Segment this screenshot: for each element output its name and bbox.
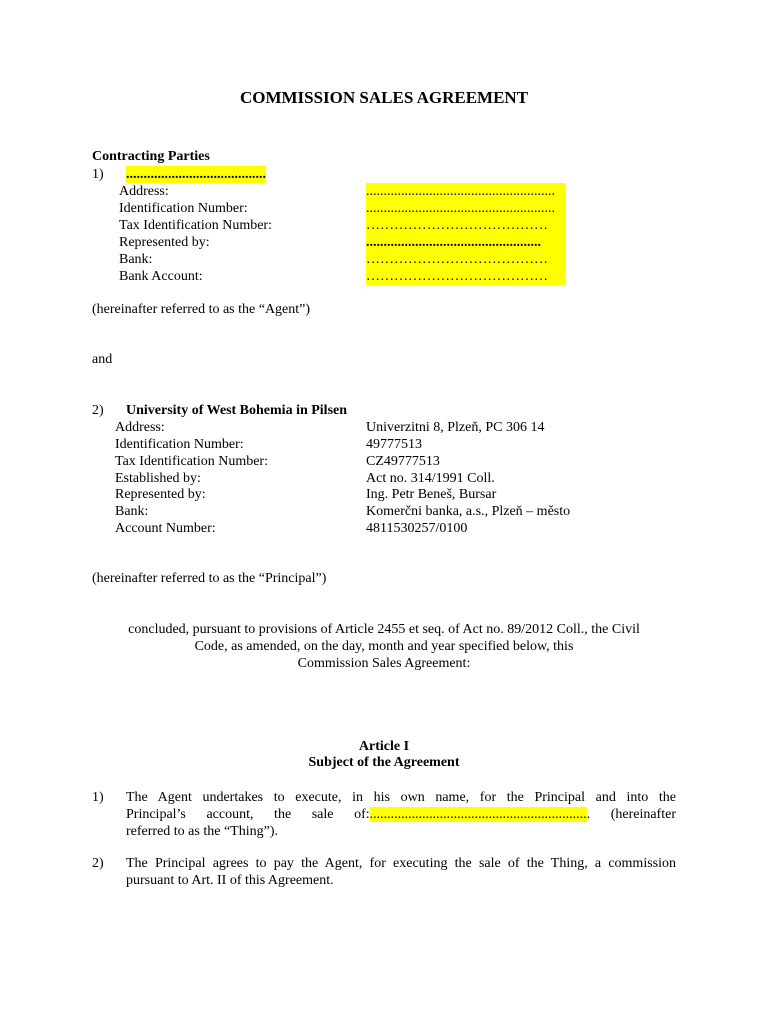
party1-label: Represented by: <box>119 235 210 250</box>
party1-value-blank: ...................................................... <box>366 183 566 200</box>
article-item-number: 1) <box>92 790 104 805</box>
article-item-line-part: Principal’s account, the sale of: <box>126 807 370 822</box>
party1-label: Address: <box>119 184 169 199</box>
party2-label: Identification Number: <box>115 437 244 452</box>
document-title: COMMISSION SALES AGREEMENT <box>239 88 529 107</box>
article-item-line: pursuant to Art. II of this Agreement. <box>126 873 334 888</box>
party1-label: Identification Number: <box>119 201 248 216</box>
party1-value-blank: ………………………………… <box>366 251 566 268</box>
article-subheading: Subject of the Agreement <box>308 755 460 770</box>
party2-value: Ing. Petr Beneš, Bursar <box>366 487 497 502</box>
party1-value-blank: ………………………………… <box>366 268 566 285</box>
party2-value: Univerzitni 8, Plzeň, PC 306 14 <box>366 420 545 435</box>
article-item-text <box>126 789 676 840</box>
party1-label: Bank: <box>119 252 153 267</box>
party2-value: Act no. 314/1991 Coll. <box>366 471 495 486</box>
party1-number: 1) <box>92 167 104 182</box>
party1-referred: (hereinafter referred to as the “Agent”) <box>92 302 311 317</box>
party2-value: 49777513 <box>366 437 422 452</box>
concluded-line: Code, as amended, on the day, month and year specified below, this <box>194 639 574 654</box>
party1-name-blank: ........................................ <box>126 167 266 182</box>
article-item-line: referred to as the “Thing”). <box>126 824 278 839</box>
party2-label: Represented by: <box>115 487 206 502</box>
concluded-line: concluded, pursuant to provisions of Article 2455 et seq. of Act no. 89/2012 Coll., the Civil <box>128 622 640 637</box>
contracting-parties-heading: Contracting Parties <box>92 149 210 164</box>
party2-number: 2) <box>92 403 104 418</box>
article-item-line: The Principal agrees to pay the Agent, for executing the sale of the Thing, a commission <box>126 856 676 871</box>
party2-label: Established by: <box>115 471 201 486</box>
party1-value-blank: ...................................................... <box>366 200 566 217</box>
party1-label: Tax Identification Number: <box>119 218 272 233</box>
party2-label: Account Number: <box>115 521 216 536</box>
article-item-line <box>126 806 676 823</box>
article-item-line: The Agent undertakes to execute, in his own name, for the Principal and into the <box>126 790 676 805</box>
article-item-number: 2) <box>92 856 104 871</box>
thing-blank: .............................................................. <box>369 807 587 822</box>
party2-label: Tax Identification Number: <box>115 454 268 469</box>
party1-value-blank: ………………………………… <box>366 217 566 234</box>
party2-name: University of West Bohemia in Pilsen <box>126 403 348 418</box>
article-item-text <box>126 855 676 889</box>
party2-value: CZ49777513 <box>366 454 440 469</box>
party1-value-blank: .................................................. <box>366 234 566 251</box>
party1-label: Bank Account: <box>119 269 203 284</box>
party2-label: Bank: <box>115 504 149 519</box>
and-text: and <box>92 352 113 367</box>
article-item-line-part: . (hereinafter <box>586 807 676 822</box>
party2-label: Address: <box>115 420 165 435</box>
party2-value: Komerčni banka, a.s., Plzeň – město <box>366 504 571 519</box>
party2-value: 4811530257/0100 <box>366 521 468 536</box>
concluded-line: Commission Sales Agreement: <box>297 656 471 671</box>
party2-referred: (hereinafter referred to as the “Principal”) <box>92 571 327 586</box>
article-heading: Article I <box>358 739 410 754</box>
